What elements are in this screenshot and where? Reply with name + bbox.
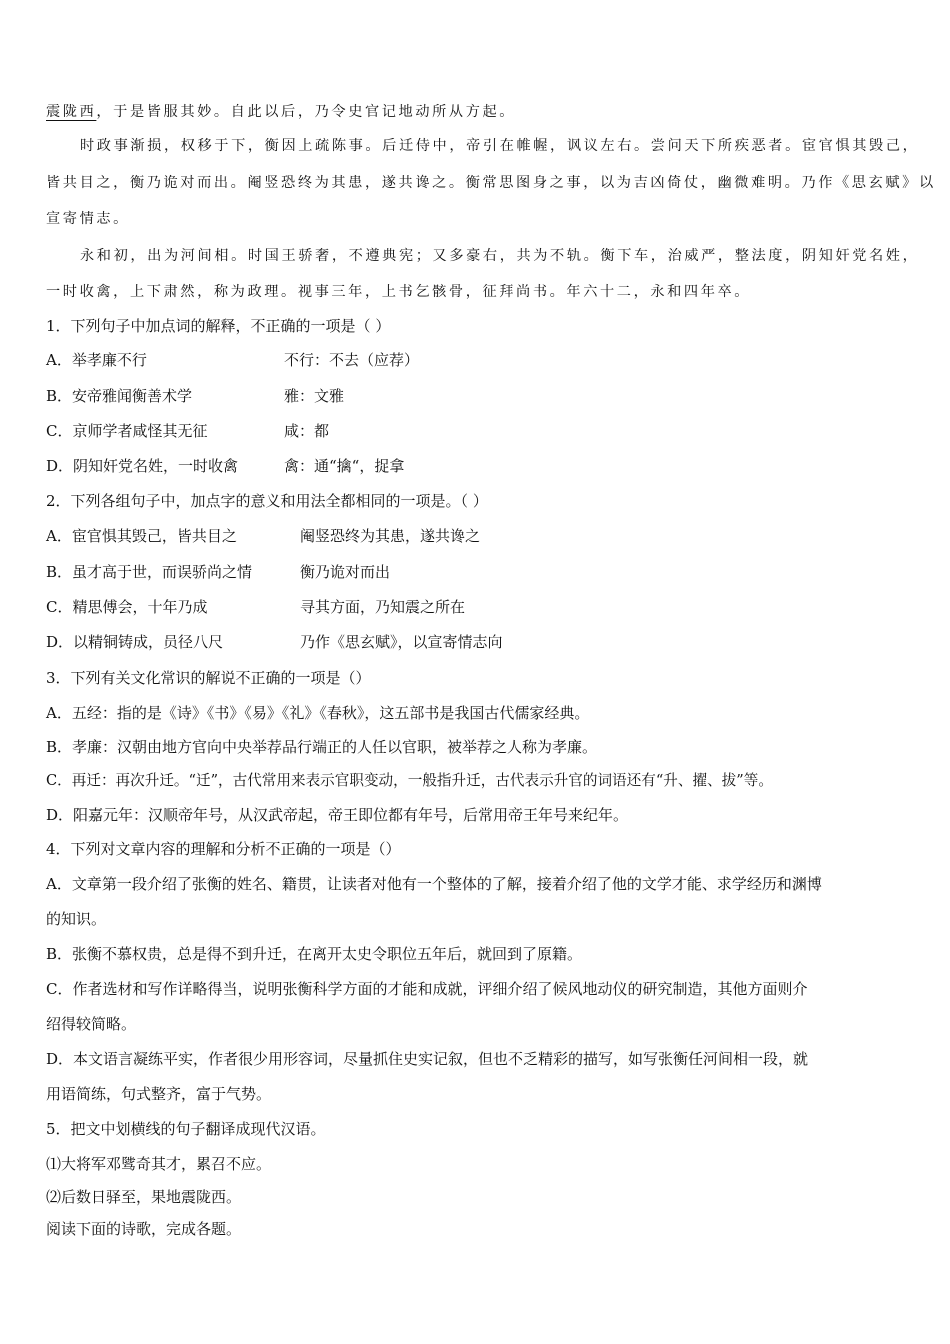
option-right: 寻其方面，乃知震之所在: [300, 598, 466, 616]
option-line: B．张衡不慕权贵，总是得不到升迁，在离开太史令职位五年后，就回到了原籍。: [46, 945, 583, 963]
passage-line: 一时收禽，上下肃然，称为政理。视事三年，上书乞骸骨，征拜尚书。年六十二，永和四年卒。: [46, 284, 752, 300]
question-stem: 4．下列对文章内容的理解和分析不正确的一项是（）: [46, 840, 401, 858]
option-right: 不行：不去（应荐）: [284, 351, 420, 369]
question-stem: 5．把文中划横线的句子翻译成现代汉语。: [46, 1120, 326, 1138]
option-line: 的知识。: [46, 910, 107, 928]
passage-line: 时政事渐损，权移于下，衡因上疏陈事。后迁侍中，帝引在帷幄，讽议左右。尝问天下所疾恶者。宦官惧其毁己，: [80, 138, 920, 154]
option-line: C．再迁：再次升迁。“迁”，古代常用来表示官职变动，一般指升迁，古代表示升官的词语还有“升、擢、拔”等。: [46, 772, 773, 789]
passage-line: 宣寄情志。: [46, 211, 130, 227]
option-line: A．文章第一段介绍了张衡的姓名、籍贯，让读者对他有一个整体的了解，接着介绍了他的文学才能、求学经历和渊博: [46, 875, 822, 893]
option-left: B．安帝雅闻衡善术学: [46, 387, 193, 405]
passage-line: 震陇西，于是皆服其妙。自此以后，乃令史官记地动所从方起。: [46, 104, 517, 120]
option-line: 用语简练，句式整齐，富于气势。: [46, 1085, 272, 1103]
underlined-text: 震陇西: [46, 104, 97, 120]
option-left: C．京师学者咸怪其无征: [46, 422, 208, 440]
option-left: D．以精铜铸成，员径八尺: [46, 633, 224, 651]
question-stem: 2．下列各组句子中，加点字的意义和用法全都相同的一项是。（ ）: [46, 492, 488, 510]
option-right: 雅：文雅: [284, 387, 345, 405]
question-stem: 3．下列有关文化常识的解说不正确的一项是（）: [46, 669, 371, 687]
option-right: 乃作《思玄赋》，以宣寄情志向: [300, 633, 503, 651]
option-left: C．精思傅会，十年乃成: [46, 598, 208, 616]
option-line: A．五经：指的是《诗》《书》《易》《礼》《春秋》，这五部书是我国古代儒家经典。: [46, 704, 590, 722]
option-line: 绍得较简略。: [46, 1015, 137, 1033]
option-line: B．孝廉：汉朝由地方官向中央举荐品行端正的人任以官职，被举荐之人称为孝廉。: [46, 738, 598, 756]
option-line: C．作者选材和写作详略得当，说明张衡科学方面的才能和成就，评细介绍了候风地动仪的研究制造，其他方面则介: [46, 980, 808, 998]
option-right: 阉竖恐终为其患，遂共谗之: [300, 527, 481, 545]
option-left: B．虽才高于世，而误骄尚之情: [46, 563, 253, 581]
sentence-line: ⑴大将军邓骘奇其才，累召不应。: [46, 1155, 272, 1173]
option-left: A．宦官惧其毁己，皆共目之: [46, 527, 237, 545]
option-left: D．阴知奸党名姓，一时收禽: [46, 457, 239, 475]
sentence-line: ⑵后数日驿至，果地震陇西。: [46, 1188, 242, 1206]
option-line: D．本文语言凝练平实，作者很少用形容词，尽量抓住史实记叙，但也不乏精彩的描写，如写张衡任河间相一段，就: [46, 1050, 809, 1068]
option-right: 咸：都: [284, 422, 330, 440]
question-stem: 1．下列句子中加点词的解释，不正确的一项是（ ）: [46, 317, 391, 335]
option-right: 衡乃诡对而出: [300, 563, 391, 581]
passage-line: 永和初，出为河间相。时国王骄奢，不遵典宪；又多豪右，共为不轨。衡下车，治威严，整法度，阴知奸党名姓，: [80, 248, 920, 264]
option-right: 禽：通“擒“，捉拿: [284, 457, 405, 475]
option-left: A．举孝廉不行: [46, 351, 147, 369]
passage-line: 皆共目之，衡乃诡对而出。阉竖恐终为其患，遂共谗之。衡常思图身之事，以为吉凶倚仗，幽微难明。乃作《思玄赋》以: [46, 175, 936, 191]
option-line: D．阳嘉元年：汉顺帝年号，从汉武帝起，帝王即位都有年号，后常用帝王年号来纪年。: [46, 806, 629, 824]
option-row: [46, 350, 147, 370]
section-heading: 阅读下面的诗歌，完成各题。: [46, 1220, 242, 1238]
